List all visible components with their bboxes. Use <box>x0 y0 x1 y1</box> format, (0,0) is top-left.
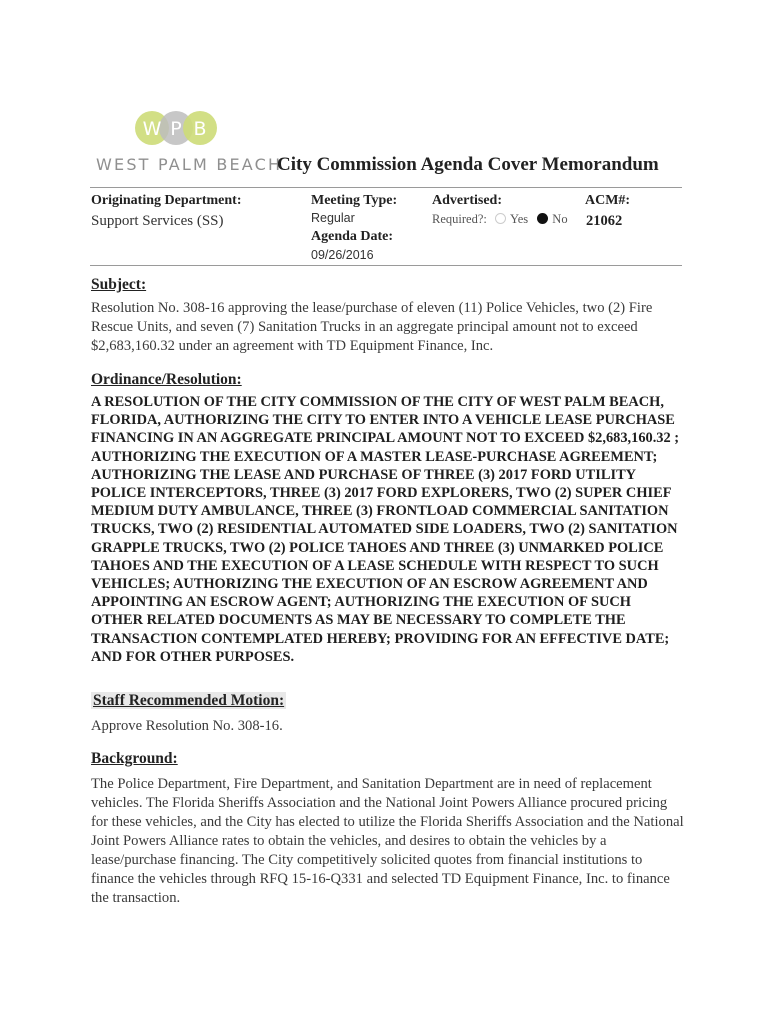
background-text: The Police Department, Fire Department, and Sanitation Department are in need of replacement vehicles. The Florida Sheriffs Association and the National Joint Powers Alliance procured pricing for these vehicles, and the City has elected to utilize the Florida Sheriffs Association and the National Joint Powers Alliance rates to obtain the vehicles, and desires to obtain the vehicles by a lease/purchase financing. The City competitively solicited quotes from financial institutions to finance the vehicles through RFQ 15-16-Q331 and selected TD Equipment Finance, Inc. to finance the transaction. <box>91 776 684 906</box>
subject-heading: Subject: <box>91 276 147 293</box>
yes-label: Yes <box>509 212 529 226</box>
originating-department-value: Support Services (SS) <box>91 213 224 229</box>
advertised-required-group <box>432 212 568 227</box>
required-label: Required?: <box>432 212 487 226</box>
agenda-date-value: 09/26/2016 <box>311 248 374 262</box>
agenda-date-label: Agenda Date: <box>311 229 394 244</box>
acm-label: ACM#: <box>585 193 631 208</box>
ordinance-text: A RESOLUTION OF THE CITY COMMISSION OF THE CITY OF WEST PALM BEACH, FLORIDA, AUTHORIZING THE CITY TO ENTER INTO A VEHICLE LEASE PURCHASE FINANCING IN AN AGGREGATE PRINCIPAL AMOUNT NOT TO EXCEED $2,683,160.32 ; AUTHORIZING THE EXECUTION OF A MASTER LEASE-PURCHASE AGREEMENT; AUTHORIZING THE LEASE AND PURCHASE OF THREE (3) 2017 FORD UTILITY POLICE INTERCEPTORS, THREE (3) 2017 FORD EXPLORERS, TWO (2) SUPER CHIEF MEDIUM DUTY AMBULANCE, THREE (3) FRONTLOAD COMMERCIAL SANITATION TRUCKS, TWO (2) RESIDENTIAL AUTOMATED SIDE LOADERS, TWO (2) SANITATION GRAPPLE TRUCKS, TWO (2) POLICE TAHOES AND THREE (3) UNMARKED POLICE TAHOES AND THE EXECUTION OF A LEASE SCHEDULE WITH RESPECT TO SUCH VEHICLES; AUTHORIZING THE EXECUTION OF AN ESCROW AGREEMENT AND APPOINTING AN ESCROW AGENT; AUTHORIZING THE EXECUTION OF SUCH OTHER RELATED DOCUMENTS AS MAY BE NECESSARY TO COMPLETE THE TRANSACTION CONTEMPLATED HEREBY; PROVIDING FOR AN EFFECTIVE DATE; AND FOR OTHER PURPOSES. <box>91 394 680 665</box>
subject-text: Resolution No. 308-16 approving the lease/purchase of eleven (11) Police Vehicles, two (2) Fire Rescue Units, and seven (7) Sanitation Trucks in an aggregate principal amount not to exceed $2,683,160.32 under an agreement with TD Equipment Finance, Inc. <box>91 300 653 354</box>
ordinance-heading: Ordinance/Resolution: <box>91 371 242 388</box>
no-label: No <box>552 212 568 226</box>
logo-letter-b: B <box>193 118 207 140</box>
yes-radio[interactable] <box>495 213 506 224</box>
no-radio[interactable] <box>537 213 548 224</box>
motion-heading-label: Staff Recommended Motion: <box>93 692 285 709</box>
logo-letter-w: W <box>142 118 162 140</box>
logo-letter-p: P <box>170 118 182 140</box>
logo-city-name: WEST PALM BEACH <box>96 155 283 174</box>
page-title: City Commission Agenda Cover Memorandum <box>277 154 659 175</box>
wpb-logo <box>132 107 222 151</box>
background-heading: Background: <box>91 750 178 767</box>
meeting-type-label: Meeting Type: <box>311 193 398 208</box>
originating-department-label: Originating Department: <box>91 193 242 208</box>
meta-divider <box>90 265 682 266</box>
acm-value: 21062 <box>586 213 623 229</box>
meeting-type-value: Regular <box>311 211 355 225</box>
advertised-label: Advertised: <box>432 193 502 208</box>
motion-heading <box>91 692 286 710</box>
header-divider <box>90 187 682 188</box>
logo-circles-graphic <box>132 107 222 151</box>
motion-text: Approve Resolution No. 308-16. <box>91 718 283 734</box>
